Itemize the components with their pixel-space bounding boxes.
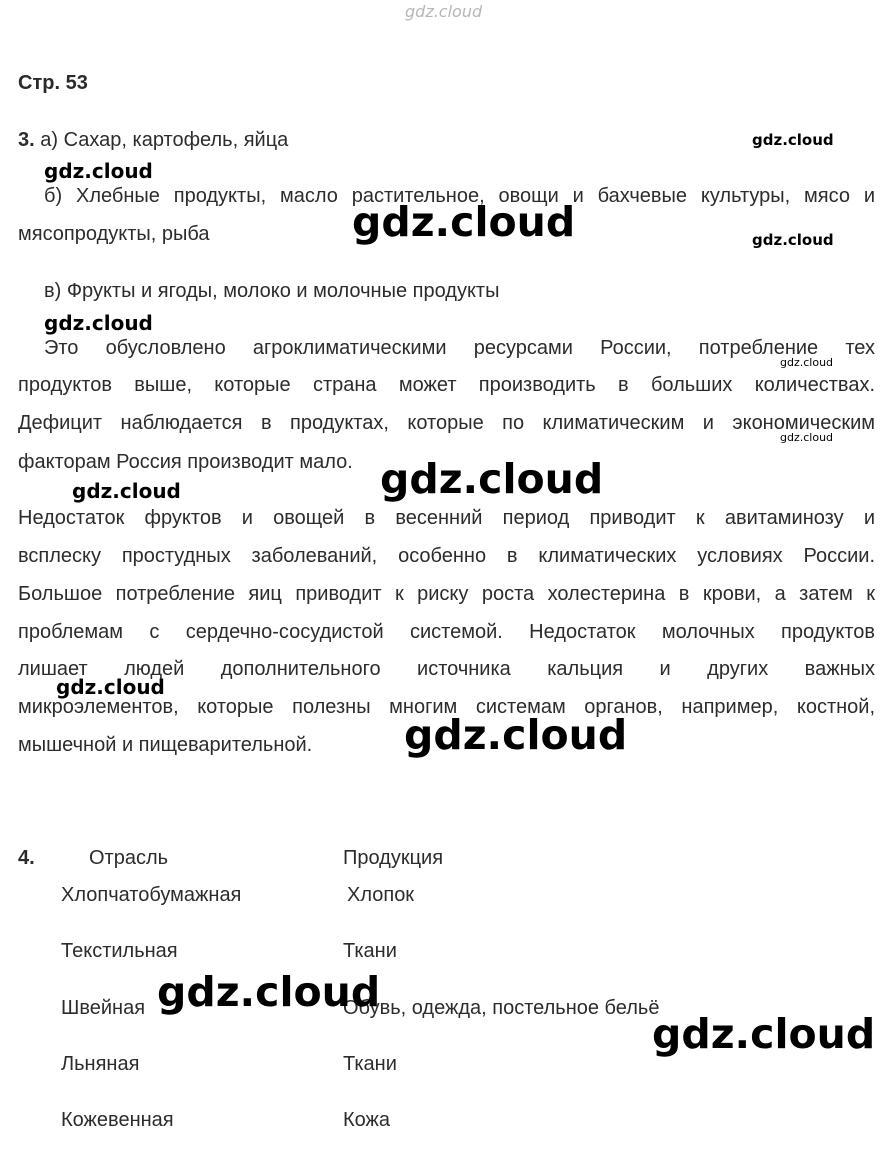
task3-paragraph2-line7: мышечной и пищеварительной.	[18, 734, 313, 756]
task4-product: Обувь, одежда, постельное бельё	[343, 997, 660, 1019]
watermark-medium: gdz.cloud	[56, 675, 165, 699]
watermark-top: gdz.cloud	[405, 2, 483, 21]
watermark-small: gdz.cloud	[752, 231, 834, 249]
watermark-large: gdz.cloud	[652, 1010, 876, 1058]
task4-product: Хлопок	[347, 884, 415, 906]
page-heading: Стр. 53	[18, 72, 88, 94]
watermark-tiny: gdz.cloud	[780, 431, 834, 444]
watermark-tiny: gdz.cloud	[780, 356, 834, 369]
task3-paragraph2-line6: микроэлементов, которые полезны многим системам органов, например, костной,	[18, 696, 875, 718]
task3-paragraph1-line1: Это обусловлено агроклиматическими ресурсами России, потребление тех	[44, 337, 875, 359]
task3-paragraph2-line5: лишает людей дополнительного источника кальция и других важных	[18, 658, 875, 680]
watermark-large: gdz.cloud	[352, 198, 576, 246]
task4-industry: Кожевенная	[61, 1109, 174, 1131]
task4-product: Кожа	[343, 1109, 391, 1131]
watermark-medium: gdz.cloud	[44, 311, 153, 335]
watermark-large: gdz.cloud	[157, 968, 381, 1016]
task3-paragraph1-line3: Дефицит наблюдается в продуктах, которые по климатическим и экономическим	[18, 412, 875, 434]
task4-product: Ткани	[343, 940, 397, 962]
task4-number: 4.	[18, 847, 35, 869]
task4-industry: Льняная	[61, 1053, 140, 1075]
task3-answer-b-line1: б) Хлебные продукты, масло растительное, овощи и бахчевые культуры, мясо и	[44, 185, 875, 207]
task3-paragraph2-line3: Большое потребление яиц приводит к риску роста холестерина в крови, а затем к	[18, 583, 875, 605]
task4-product: Ткани	[343, 1053, 397, 1075]
task4-header-industry: Отрасль	[89, 847, 169, 869]
watermark-medium: gdz.cloud	[44, 159, 153, 183]
task4-industry: Швейная	[61, 997, 146, 1019]
task3-answer-a: а) Сахар, картофель, яйца	[40, 129, 289, 151]
watermark-small: gdz.cloud	[752, 131, 834, 149]
task3-paragraph2-line4: проблемам с сердечно-сосудистой системой. Недостаток молочных продуктов	[18, 621, 875, 643]
task4-header-product: Продукция	[343, 847, 444, 869]
task3-paragraph1-line2: продуктов выше, которые страна может производить в больших количествах.	[18, 374, 875, 396]
task3-paragraph2-line2: всплеску простудных заболеваний, особенно в климатических условиях России.	[18, 545, 875, 567]
watermark-medium: gdz.cloud	[72, 479, 181, 503]
task3-answer-v: в) Фрукты и ягоды, молоко и молочные продукты	[44, 280, 500, 302]
watermark-large: gdz.cloud	[404, 711, 628, 759]
task3-paragraph1-line4: факторам Россия производит мало.	[18, 451, 353, 473]
task3-line-a	[18, 128, 288, 152]
task3-answer-b-line2: мясопродукты, рыба	[18, 223, 210, 245]
task4-industry: Текстильная	[61, 940, 178, 962]
watermark-large: gdz.cloud	[380, 455, 604, 503]
task3-paragraph2-line1: Недостаток фруктов и овощей в весенний период приводит к авитаминозу и	[18, 507, 875, 529]
task3-number: 3.	[18, 129, 35, 151]
task4-industry: Хлопчатобумажная	[61, 884, 242, 906]
